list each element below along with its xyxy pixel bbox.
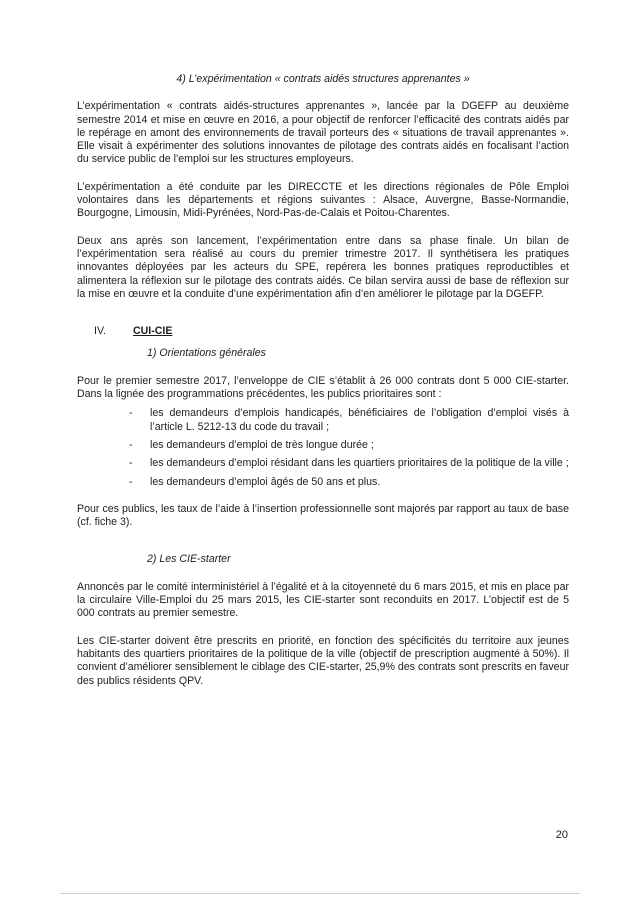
list-item [77,457,569,470]
subsection-heading-orientations: 1) Orientations générales [147,347,266,360]
list-item-text: les demandeurs d’emplois handicapés, bénéficiaires de l’obligation d’emploi visés à l’article L. 5212-13 du code du travail ; [150,407,569,433]
subsection-heading-cie-starter: 2) Les CIE-starter [147,553,231,566]
paragraph-experimentation-assessment: Deux ans après son lancement, l’expérimentation entre dans sa phase finale. Un bilan de l’expérimentation sera réalisé au cours du premier trimestre 2017. Il synthétisera les pratiques innovantes déployées par les acteurs du SPE, repérera les bonnes pratiques reproductibles et alimentera la réflexion sur le pilotage des contrats aidés. Ce bilan servira aussi de base de réflexion sur la mise en œuvre et la conduite d’une expérimentation afin d’en améliorer le pilotage par la DGEFP. [77,234,569,300]
list-item [77,407,569,434]
page-content [77,73,569,702]
section-heading-cui-cie [94,325,569,338]
priority-publics-list [77,407,569,488]
section-number: IV. [94,325,106,338]
page-number: 20 [555,829,568,841]
subsection-heading-experimentation: 4) L’expérimentation « contrats aidés structures apprenantes » [176,73,470,85]
list-item-text: les demandeurs d’emploi résidant dans les quartiers prioritaires de la politique de la ville ; [150,457,569,470]
paragraph-orientations-intro: Pour le premier semestre 2017, l’enveloppe de CIE s’établit à 26 000 contrats dont 5 000 CIE-starter. Dans la lignée des programmations précédentes, les publics prioritaires sont : [77,374,569,401]
paragraph-orientations-outro: Pour ces publics, les taux de l’aide à l’insertion professionnelle sont majorés par rapport au taux de base (cf. fiche 3). [77,502,569,529]
dash-bullet: - [129,407,133,420]
paragraph-cie-starter-announcement: Annoncés par le comité interministériel à l’égalité et à la citoyenneté du 6 mars 2015, et mis en place par la circulaire Ville-Emploi du 25 mars 2015, les CIE-starter sont reconduits en 2017. L’objectif est de 5 000 contrats au premier semestre. [77,580,569,620]
dash-bullet: - [129,457,133,470]
paragraph-cie-starter-priority: Les CIE-starter doivent être prescrits en priorité, en fonction des spécificités du territoire aux jeunes habitants des quartiers prioritaires de la politique de la ville (objectif de prescription augmenté à 50%). Il convient d’améliorer sensiblement le ciblage des CIE-starter, 25,9% des contrats sont prescrits en faveur des publics résidents QPV. [77,634,569,687]
list-item [77,439,569,452]
list-item-text: les demandeurs d’emploi de très longue durée ; [150,438,374,451]
paragraph-experimentation-objective: L’expérimentation « contrats aidés-structures apprenantes », lancée par la DGEFP au deuxième semestre 2014 et mise en œuvre en 2016, a pour objectif de renforcer l’efficacité des contrats aidés par le repérage en amont des environnements de travail porteurs des « situations de travail apprenantes ». Elle visait à expérimenter des solutions innovantes de pilotage des contrats aidés en focalisant l’action du service public de l’emploi sur les structures employeurs. [77,100,569,166]
list-item [77,476,569,489]
dash-bullet: - [129,475,133,488]
section-title: CUI-CIE [132,325,173,338]
dash-bullet: - [129,438,133,451]
page-bottom-divider [60,893,580,894]
paragraph-experimentation-regions: L’expérimentation a été conduite par les DIRECCTE et les directions régionales de Pôle Emploi volontaires dans les départements et régions suivantes : Alsace, Auvergne, Basse-Normandie, Bourgogne, Limousin, Midi-Pyrénées, Nord-Pas-de-Calais et Poitou-Charentes. [77,180,569,220]
list-item-text: les demandeurs d’emploi âgés de 50 ans et plus. [150,475,381,488]
